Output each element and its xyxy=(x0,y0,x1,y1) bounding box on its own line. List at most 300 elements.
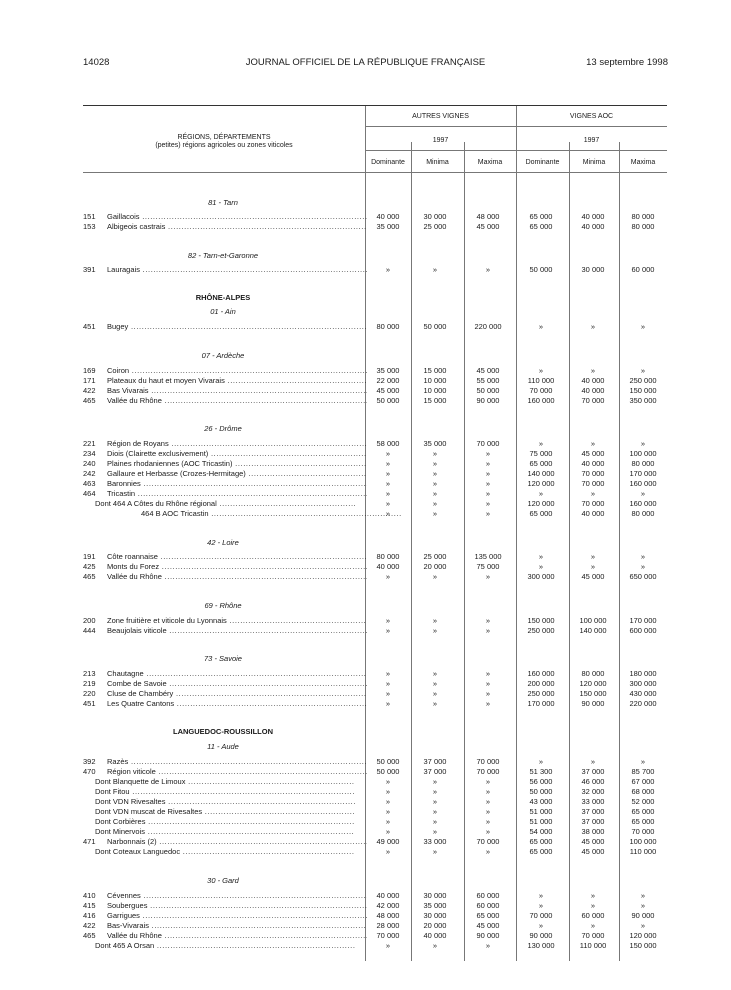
value-minima-aoc: » xyxy=(590,366,596,375)
value-dominante: » xyxy=(385,807,391,816)
value-dominante-aoc: 70 000 xyxy=(529,911,553,920)
value-maxima-aoc: » xyxy=(640,552,646,561)
label-header xyxy=(83,134,365,150)
value-dominante: » xyxy=(385,572,391,581)
value-maxima: » xyxy=(485,509,491,518)
value-minima: » xyxy=(432,669,438,678)
table-row xyxy=(83,931,667,941)
table-row xyxy=(83,847,667,857)
value-minima: » xyxy=(432,469,438,478)
value-minima-aoc: » xyxy=(590,322,596,331)
table-row xyxy=(83,449,667,459)
table-row xyxy=(83,689,667,699)
zone-code: 444 xyxy=(83,626,96,635)
value-maxima-aoc: 100 000 xyxy=(629,837,657,846)
value-maxima-aoc: 600 000 xyxy=(629,626,657,635)
value-dominante: » xyxy=(385,817,391,826)
label-header-line2: (petites) régions agricoles ou zones viticoles xyxy=(155,142,293,149)
value-dominante-aoc: 160 000 xyxy=(527,396,555,405)
page-number: 14028 xyxy=(83,57,110,68)
table-row xyxy=(83,921,667,931)
value-maxima-aoc: 150 000 xyxy=(629,386,657,395)
value-minima-aoc: 37 000 xyxy=(581,807,605,816)
value-minima: » xyxy=(432,459,438,468)
zone-code: 451 xyxy=(83,699,96,708)
value-dominante: 80 000 xyxy=(376,552,400,561)
col-header-dominante-aoc: Dominante xyxy=(525,159,560,166)
zone-label: Plateaux du haut et moyen Vivarais ..... xyxy=(107,376,367,386)
value-minima-aoc: 70 000 xyxy=(581,499,605,508)
value-minima: 33 000 xyxy=(423,837,447,846)
zone-label: Garrigues ..... xyxy=(107,911,367,921)
zone-code: 471 xyxy=(83,837,96,846)
value-dominante-aoc: » xyxy=(538,901,544,910)
value-maxima: 220 000 xyxy=(474,322,502,331)
table-row xyxy=(83,891,667,901)
zone-code: 171 xyxy=(83,376,96,385)
value-dominante: 40 000 xyxy=(376,562,400,571)
zone-label: Soubergues ..... xyxy=(107,901,367,911)
value-minima-aoc: 70 000 xyxy=(581,479,605,488)
value-minima-aoc: 45 000 xyxy=(581,837,605,846)
value-minima-aoc: » xyxy=(590,891,596,900)
value-dominante-aoc: » xyxy=(538,562,544,571)
value-minima-aoc: 40 000 xyxy=(581,222,605,231)
value-minima: » xyxy=(432,449,438,458)
value-maxima: » xyxy=(485,777,491,786)
value-maxima: » xyxy=(485,807,491,816)
value-maxima-aoc: 160 000 xyxy=(629,479,657,488)
table-row xyxy=(83,499,667,509)
value-minima-aoc: 100 000 xyxy=(579,616,607,625)
value-minima-aoc: » xyxy=(590,562,596,571)
zone-code: 242 xyxy=(83,469,96,478)
value-dominante: 58 000 xyxy=(376,439,400,448)
value-minima: 25 000 xyxy=(423,222,447,231)
table-row xyxy=(83,222,667,232)
table-row xyxy=(83,212,667,222)
value-dominante: » xyxy=(385,777,391,786)
value-maxima: 60 000 xyxy=(476,891,500,900)
table-row xyxy=(83,767,667,777)
zone-label: 464 B AOC Tricastin ..... xyxy=(141,509,401,519)
value-maxima-aoc: 120 000 xyxy=(629,931,657,940)
value-maxima: 70 000 xyxy=(476,767,500,776)
value-dominante: 22 000 xyxy=(376,376,400,385)
table-row xyxy=(83,699,667,709)
zone-label: Vallée du Rhône ..... xyxy=(107,572,367,582)
value-maxima: 70 000 xyxy=(476,837,500,846)
value-maxima: 50 000 xyxy=(476,386,500,395)
publication-date: 13 septembre 1998 xyxy=(586,57,668,68)
value-minima-aoc: » xyxy=(590,901,596,910)
value-dominante: 80 000 xyxy=(376,322,400,331)
zone-label: Cluse de Chambéry ..... xyxy=(107,689,367,699)
journal-title: JOURNAL OFFICIEL DE LA RÉPUBLIQUE FRANÇAISE xyxy=(245,57,486,68)
zone-code: 392 xyxy=(83,757,96,766)
value-maxima-aoc: » xyxy=(640,439,646,448)
value-minima-aoc: 40 000 xyxy=(581,509,605,518)
value-minima: 37 000 xyxy=(423,757,447,766)
value-minima: 25 000 xyxy=(423,552,447,561)
value-minima: » xyxy=(432,509,438,518)
value-dominante: » xyxy=(385,669,391,678)
value-maxima: » xyxy=(485,469,491,478)
table-row xyxy=(83,265,667,275)
value-dominante: 48 000 xyxy=(376,911,400,920)
value-minima: » xyxy=(432,847,438,856)
value-maxima-aoc: 65 000 xyxy=(631,817,655,826)
value-dominante: » xyxy=(385,479,391,488)
col-header-minima-aoc: Minima xyxy=(582,159,606,166)
value-maxima-aoc: 70 000 xyxy=(631,827,655,836)
table-row xyxy=(83,669,667,679)
value-maxima-aoc: » xyxy=(640,562,646,571)
value-maxima: 135 000 xyxy=(474,552,502,561)
value-dominante-aoc: 50 000 xyxy=(529,265,553,274)
zone-code: 391 xyxy=(83,265,96,274)
department-heading: 82 - Tarn-et-Garonne xyxy=(187,251,259,260)
table-row xyxy=(83,459,667,469)
value-dominante: » xyxy=(385,449,391,458)
zone-label: Région de Royans ..... xyxy=(107,439,367,449)
value-maxima: 90 000 xyxy=(476,931,500,940)
value-minima: » xyxy=(432,689,438,698)
value-minima: 30 000 xyxy=(423,212,447,221)
value-maxima: » xyxy=(485,797,491,806)
value-minima: » xyxy=(432,797,438,806)
department-heading: 07 - Ardèche xyxy=(201,351,245,360)
table-row xyxy=(83,386,667,396)
zone-label: Dont VDN muscat de Rivesaltes ..... xyxy=(95,807,355,817)
zone-label: Coiron ..... xyxy=(107,366,367,376)
zone-label: Plaines rhodaniennes (AOC Tricastin) ..... xyxy=(107,459,367,469)
value-dominante-aoc: 51 000 xyxy=(529,817,553,826)
zone-label: Dont 465 A Orsan ..... xyxy=(95,941,355,951)
value-maxima-aoc: 90 000 xyxy=(631,911,655,920)
value-maxima-aoc: » xyxy=(640,901,646,910)
zone-code: 221 xyxy=(83,439,96,448)
zone-code: 153 xyxy=(83,222,96,231)
value-dominante: » xyxy=(385,679,391,688)
zone-label: Côte roannaise ..... xyxy=(107,552,367,562)
value-dominante: » xyxy=(385,265,391,274)
table-row xyxy=(83,827,667,837)
value-dominante-aoc: 300 000 xyxy=(527,572,555,581)
department-heading: 26 - Drôme xyxy=(204,424,242,433)
zone-code: 213 xyxy=(83,669,96,678)
value-maxima: » xyxy=(485,489,491,498)
value-minima: » xyxy=(432,626,438,635)
value-dominante-aoc: 200 000 xyxy=(527,679,555,688)
value-dominante-aoc: 140 000 xyxy=(527,469,555,478)
value-minima-aoc: 37 000 xyxy=(581,817,605,826)
table-row xyxy=(83,322,667,332)
value-dominante-aoc: 120 000 xyxy=(527,499,555,508)
col-header-maxima-aoc: Maxima xyxy=(630,159,656,166)
value-maxima: » xyxy=(485,827,491,836)
table-row xyxy=(83,552,667,562)
zone-label: Région viticole ..... xyxy=(107,767,367,777)
value-minima: » xyxy=(432,265,438,274)
value-maxima-aoc: 220 000 xyxy=(629,699,657,708)
value-maxima: » xyxy=(485,689,491,698)
value-dominante: » xyxy=(385,847,391,856)
value-dominante-aoc: 110 000 xyxy=(527,376,555,385)
zone-code: 451 xyxy=(83,322,96,331)
value-minima-aoc: 70 000 xyxy=(581,931,605,940)
department-heading: 69 - Rhône xyxy=(204,601,242,610)
value-dominante-aoc: 160 000 xyxy=(527,669,555,678)
table-row xyxy=(83,616,667,626)
value-dominante-aoc: 54 000 xyxy=(529,827,553,836)
value-dominante-aoc: 65 000 xyxy=(529,509,553,518)
zone-label: Dont Minervois ..... xyxy=(95,827,355,837)
zone-label: Diois (Clairette exclusivement) ..... xyxy=(107,449,367,459)
value-minima-aoc: 37 000 xyxy=(581,767,605,776)
zone-label: Chautagne ..... xyxy=(107,669,367,679)
value-dominante: » xyxy=(385,469,391,478)
value-minima: » xyxy=(432,489,438,498)
department-heading: 81 - Tarn xyxy=(208,198,238,207)
region-heading: RHÔNE-ALPES xyxy=(195,293,251,302)
value-dominante-aoc: 43 000 xyxy=(529,797,553,806)
value-dominante: » xyxy=(385,689,391,698)
value-dominante-aoc: 51 300 xyxy=(529,767,553,776)
value-minima-aoc: 70 000 xyxy=(581,469,605,478)
value-dominante-aoc: 50 000 xyxy=(529,787,553,796)
value-minima: 10 000 xyxy=(423,386,447,395)
value-maxima-aoc: 300 000 xyxy=(629,679,657,688)
value-dominante-aoc: » xyxy=(538,757,544,766)
value-minima: 15 000 xyxy=(423,396,447,405)
value-minima: 20 000 xyxy=(423,921,447,930)
value-maxima: » xyxy=(485,847,491,856)
value-maxima: » xyxy=(485,499,491,508)
table-row xyxy=(83,911,667,921)
value-dominante-aoc: » xyxy=(538,891,544,900)
zone-code: 465 xyxy=(83,396,96,405)
value-minima: » xyxy=(432,941,438,950)
value-maxima-aoc: 110 000 xyxy=(629,847,657,856)
zone-label: Baronnies ..... xyxy=(107,479,367,489)
value-dominante: » xyxy=(385,509,391,518)
value-dominante: » xyxy=(385,787,391,796)
value-maxima-aoc: 65 000 xyxy=(631,807,655,816)
value-dominante: 50 000 xyxy=(376,757,400,766)
value-minima-aoc: 45 000 xyxy=(581,572,605,581)
value-maxima-aoc: 170 000 xyxy=(629,469,657,478)
value-minima-aoc: 46 000 xyxy=(581,777,605,786)
zone-code: 415 xyxy=(83,901,96,910)
value-maxima-aoc: 68 000 xyxy=(631,787,655,796)
table-row xyxy=(83,807,667,817)
value-maxima: 55 000 xyxy=(476,376,500,385)
table-row xyxy=(83,376,667,386)
zone-label: Gaillacois ..... xyxy=(107,212,367,222)
value-minima-aoc: 40 000 xyxy=(581,212,605,221)
value-minima: 40 000 xyxy=(423,931,447,940)
value-maxima-aoc: » xyxy=(640,489,646,498)
value-minima-aoc: 38 000 xyxy=(581,827,605,836)
value-minima: » xyxy=(432,479,438,488)
value-maxima: 75 000 xyxy=(476,562,500,571)
table-row xyxy=(83,797,667,807)
zone-code: 191 xyxy=(83,552,96,561)
value-maxima: » xyxy=(485,449,491,458)
value-dominante-aoc: 65 000 xyxy=(529,837,553,846)
value-maxima: » xyxy=(485,787,491,796)
value-dominante: 35 000 xyxy=(376,366,400,375)
zone-code: 422 xyxy=(83,921,96,930)
zone-label: Vallée du Rhône ..... xyxy=(107,931,367,941)
table-row xyxy=(83,757,667,767)
value-minima: 50 000 xyxy=(423,322,447,331)
table-row xyxy=(83,679,667,689)
value-dominante-aoc: » xyxy=(538,552,544,561)
value-maxima-aoc: 170 000 xyxy=(629,616,657,625)
table-row xyxy=(83,366,667,376)
zone-label: Albigeois castrais ..... xyxy=(107,222,367,232)
value-dominante: 45 000 xyxy=(376,386,400,395)
value-dominante: 50 000 xyxy=(376,767,400,776)
table-row xyxy=(83,489,667,499)
value-minima: » xyxy=(432,817,438,826)
value-dominante: » xyxy=(385,499,391,508)
value-dominante: 28 000 xyxy=(376,921,400,930)
value-maxima-aoc: 180 000 xyxy=(629,669,657,678)
value-minima: » xyxy=(432,699,438,708)
value-maxima-aoc: 250 000 xyxy=(629,376,657,385)
col-header-maxima: Maxima xyxy=(477,159,503,166)
zone-code: 465 xyxy=(83,931,96,940)
value-minima: » xyxy=(432,679,438,688)
value-maxima-aoc: 350 000 xyxy=(629,396,657,405)
value-dominante: » xyxy=(385,489,391,498)
value-dominante: 40 000 xyxy=(376,212,400,221)
zone-label: Bugey ..... xyxy=(107,322,367,332)
vineyard-price-table xyxy=(83,105,667,961)
table-row xyxy=(83,509,667,519)
value-minima: » xyxy=(432,616,438,625)
table-row xyxy=(83,777,667,787)
value-dominante-aoc: » xyxy=(538,921,544,930)
value-maxima: » xyxy=(485,626,491,635)
value-maxima: 70 000 xyxy=(476,439,500,448)
value-dominante: » xyxy=(385,459,391,468)
zone-label: Dont 464 A Côtes du Rhône régional ..... xyxy=(95,499,355,509)
value-maxima-aoc: 80 000 xyxy=(631,222,655,231)
value-maxima: » xyxy=(485,616,491,625)
zone-label: Zone fruitière et viticole du Lyonnais ..... xyxy=(107,616,367,626)
value-dominante-aoc: 120 000 xyxy=(527,479,555,488)
zone-label: Gallaure et Herbasse (Crozes-Hermitage) ..... xyxy=(107,469,367,479)
value-dominante-aoc: 250 000 xyxy=(527,626,555,635)
value-minima: 30 000 xyxy=(423,891,447,900)
zone-label: Narbonnais (2) ..... xyxy=(107,837,367,847)
value-maxima: » xyxy=(485,817,491,826)
zone-code: 200 xyxy=(83,616,96,625)
zone-label: Dont Coteaux Languedoc ..... xyxy=(95,847,355,857)
zone-label: Les Quatre Cantons ..... xyxy=(107,699,367,709)
value-minima-aoc: » xyxy=(590,439,596,448)
value-maxima: » xyxy=(485,941,491,950)
value-dominante: » xyxy=(385,797,391,806)
value-minima-aoc: 40 000 xyxy=(581,459,605,468)
value-maxima-aoc: 67 000 xyxy=(631,777,655,786)
value-dominante: » xyxy=(385,699,391,708)
value-dominante-aoc: 75 000 xyxy=(529,449,553,458)
value-dominante-aoc: 150 000 xyxy=(527,616,555,625)
value-maxima: » xyxy=(485,479,491,488)
table-row xyxy=(83,941,667,951)
zone-label: Dont VDN Rivesaltes ..... xyxy=(95,797,355,807)
value-dominante-aoc: 90 000 xyxy=(529,931,553,940)
value-minima: » xyxy=(432,499,438,508)
zone-code: 465 xyxy=(83,572,96,581)
group-aoc-vines: VIGNES AOC xyxy=(569,113,614,120)
value-dominante: 35 000 xyxy=(376,222,400,231)
value-maxima: » xyxy=(485,699,491,708)
region-heading: LANGUEDOC-ROUSSILLON xyxy=(173,727,273,736)
value-dominante: 42 000 xyxy=(376,901,400,910)
value-dominante-aoc: 65 000 xyxy=(529,459,553,468)
value-maxima-aoc: 100 000 xyxy=(629,449,657,458)
value-maxima-aoc: 80 000 xyxy=(631,509,655,518)
header-rule xyxy=(365,150,667,151)
value-maxima: » xyxy=(485,572,491,581)
value-dominante-aoc: 65 000 xyxy=(529,222,553,231)
value-minima-aoc: 90 000 xyxy=(581,699,605,708)
table-row xyxy=(83,562,667,572)
table-row xyxy=(83,479,667,489)
value-minima-aoc: 140 000 xyxy=(579,626,607,635)
value-maxima-aoc: 85 700 xyxy=(631,767,655,776)
value-minima-aoc: » xyxy=(590,921,596,930)
value-dominante-aoc: 170 000 xyxy=(527,699,555,708)
value-dominante-aoc: 56 000 xyxy=(529,777,553,786)
zone-label: Combe de Savoie ..... xyxy=(107,679,367,689)
value-minima: 35 000 xyxy=(423,439,447,448)
zone-code: 422 xyxy=(83,386,96,395)
value-maxima-aoc: 150 000 xyxy=(629,941,657,950)
value-dominante: 49 000 xyxy=(376,837,400,846)
value-minima-aoc: » xyxy=(590,552,596,561)
value-minima: 15 000 xyxy=(423,366,447,375)
zone-label: Bas Vivarais ..... xyxy=(107,386,367,396)
zone-label: Beaujolais viticole ..... xyxy=(107,626,367,636)
year-aoc-vines: 1997 xyxy=(583,137,600,144)
value-dominante: » xyxy=(385,616,391,625)
zone-code: 234 xyxy=(83,449,96,458)
value-minima-aoc: 45 000 xyxy=(581,847,605,856)
zone-label: Dont Blanquette de Limoux ..... xyxy=(95,777,355,787)
value-minima: 30 000 xyxy=(423,911,447,920)
label-header-line1: RÉGIONS, DÉPARTEMENTS xyxy=(177,134,271,141)
table-row xyxy=(83,787,667,797)
table-row xyxy=(83,572,667,582)
table-row xyxy=(83,901,667,911)
value-maxima-aoc: 430 000 xyxy=(629,689,657,698)
department-heading: 42 - Loire xyxy=(207,538,239,547)
value-minima-aoc: » xyxy=(590,489,596,498)
zone-label: Razès ..... xyxy=(107,757,367,767)
zone-label: Lauragais ..... xyxy=(107,265,367,275)
value-dominante-aoc: 130 000 xyxy=(527,941,555,950)
value-maxima-aoc: » xyxy=(640,921,646,930)
value-maxima: 70 000 xyxy=(476,757,500,766)
value-maxima: 60 000 xyxy=(476,901,500,910)
